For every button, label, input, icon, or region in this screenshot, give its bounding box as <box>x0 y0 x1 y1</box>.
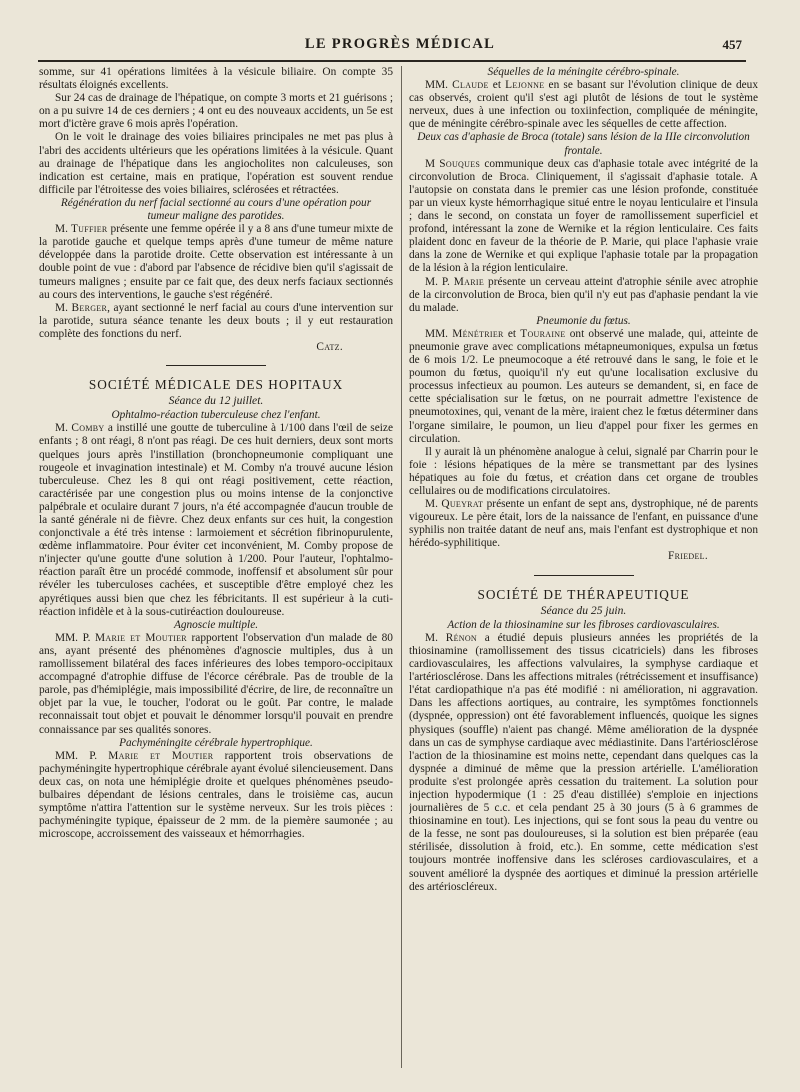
paragraph-text: présente une femme opérée il y a 8 ans d'une tumeur mixte de la parotide gauche et quelque temps après d'une tumeur de même nature développée dans la parotide droite. Cette observation est intéressante à un double point de vue : d'abord par l'absence de récidive bien qu'il s'agissait de tumeurs malignes ; ensuite par ce fait que, des deux nerfs faciaux sectionnés au cours des interventions, le gauche s'est régénéré. <box>39 223 393 301</box>
paragraph <box>39 223 393 302</box>
paragraph: Il y aurait là un phénomène analogue à celui, signalé par Charrin pour le foie : lésions hépatiques de la mère se transmettant par des lysines hépatiques au foie du fœtus, et création dans cet organe de troubles cellulaires ou de modifications circulatoires. <box>409 445 758 497</box>
paragraph-prefix: M. <box>55 301 72 314</box>
paragraph-prefix: M <box>425 157 440 170</box>
author-name: Marie et Moutier <box>108 749 214 762</box>
paragraph <box>409 328 758 446</box>
author-name: Queyrat <box>441 498 484 511</box>
section-divider <box>534 575 634 576</box>
running-title: LE PROGRÈS MÉDICAL <box>304 36 496 52</box>
paragraph-prefix: M. <box>55 223 71 236</box>
author-name: Rénon <box>445 631 477 644</box>
author-name: Marie <box>453 275 485 288</box>
author-name: Touraine <box>520 327 566 340</box>
paragraph <box>409 79 758 131</box>
paragraph-prefix: M. <box>425 631 446 644</box>
session-date: Séance du 12 juillet. <box>168 394 264 408</box>
subheading: Pneumonie du fœtus. <box>536 314 631 327</box>
subheading: Séquelles de la méningite cérébro-spinale. <box>487 66 680 78</box>
header-rule <box>38 60 746 62</box>
paragraph-text: , ayant sectionné le nerf facial au cours d'une intervention sur la parotide, sutura séance tenante les deux bouts ; il y eut restauration complète des fonctions du nerf. <box>39 301 393 340</box>
paragraph <box>39 422 393 618</box>
author-name: Tuffier <box>70 223 108 236</box>
subheading: Régénération du nerf facial sectionné au cours d'une opération pour tumeur maligne des parotides. <box>60 196 372 223</box>
author-name: Ménétrier <box>452 327 504 340</box>
section-title: SOCIÉTÉ MÉDICALE DES HOPITAUX <box>88 377 344 393</box>
section-divider <box>166 365 266 366</box>
paragraph-text: présente un enfant de sept ans, dystrophique, né de parents vigoureux. Le père était, lors de la naissance de l'enfant, en puissance d'une syphilis non traitée datant de neuf ans, mais l'enfant est dystrophique et non hérédo-syphilitique. <box>409 498 758 550</box>
paragraph-text: rapportent l'observation d'un malade de 80 ans, ayant présenté des phénomènes d'agnoscie multiples, dus à un ramollissement bilatéral des faces inférieures des lobes temporo-occipitaux accompagné d'atrophie diffuse de l'écorce cérébrale. Pas de trouble de la parole, pas d'hémiplégie, mais impossibilité d'écrire, de lire, de reconnaître un objet par la vue, le toucher, l'odorat ou le goût. Par contre, le malade reconnaissait tout objet et pouvait le dénommer lorsqu'il pouvait en prendre connaissance par ses qualités sonores. <box>39 631 393 736</box>
signature: Friedel. <box>668 550 708 563</box>
paragraph-text: ont observé une malade, qui, atteinte de pneumonie grave avec complications métapneumoniques, expulsa un fœtus de 6 mois 1/2. Le pneumocoque a été retrouvé dans le sang, le foie et le poumon du fœtus, quoiqu'il n'y eut qu'une localisation exclusive du processus infectieux au poumon. Les auteurs se demandent, si, en face de cette spécialisation sur le fœtus, on ne pourrait admettre l'existence de pneumotoxines, qui, venant de la mère, iraient chez le fœtus déterminer dans l'organe similaire, le poumon, un lieu d'appel pour fixer les germes en circulation. <box>409 327 758 445</box>
subheading: Action de la thiosinamine sur les fibroses cardiovasculaires. <box>447 618 720 631</box>
paragraph-text: rapportent trois observations de pachyméningite hypertrophique cérébrale ayant évolué silencieusement. Dans deux cas, on nota une hémiplégie droite et quelques phénomènes pseudo-bulbaires dépendant de lésions centrales, dans le troisième cas, aucun symptôme n'attira l'attention sur le système nerveux. Sur les trois pièces : pachyméningite typique, épaisseur de 2 mm. de la piemère saumonée ; au microscope, accroissement des vaisseaux et hémorrhagies. <box>39 749 393 841</box>
subheading: Agnoscie multiple. <box>173 618 259 631</box>
right-column <box>409 66 758 894</box>
subheading: Pachyméningite cérébrale hypertrophique. <box>119 736 313 749</box>
paragraph-prefix: M. <box>55 422 72 435</box>
author-name: Comby <box>71 422 105 435</box>
paragraph-text: et <box>488 79 506 92</box>
paragraph-prefix: MM. P. <box>55 631 96 644</box>
paragraph <box>409 276 758 315</box>
session-date: Séance du 25 juin. <box>540 603 627 617</box>
section-title: SOCIÉTÉ DE THÉRAPEUTIQUE <box>477 586 690 602</box>
paragraph-prefix: MM. <box>425 327 453 340</box>
paragraph-text: a étudié depuis plusieurs années les propriétés de la thiosinamine (ramollissement des tissus cicatriciels) dans les fibroses cardiovasculaires, les affections valvulaires, la symphyse cardiaque et l'artériosclérose. Dans les affections mitrales (rétrécissement et insuffisance) l'état cardiopathique n'a pas été modifié : ni amélioration, ni aggravation. Dans les affections aortiques, au contraire, les symptômes fonctionnels (dyspnée, oppression) ont été favorablement influencés, quoique les signes physiques (souffle) n'aient pas changé. Même amélioration de la dyspnée dans un cas de symphyse cardiaque avec médiastinite. Dans l'artériosclérose l'action de la thiosinamine est moins nette, cependant dans quelques cas la dyspnée a diminué de même que la pression artérielle. L'amélioration produite s'est prolongée après cessation du traitement. La solution pour injection hypodermique (1 : 25 d'eau distillée) s'emploie en injections journalières de 5 c.c. et cela pendant 25 à 30 jours (5 à 6 grammes de thiosinamine en tout). Les injections, qui se font sous la peau du ventre ou de la fesse, ne sont pas douloureuses, si la solution est bien préparée (eau stérilisée, dissolution à froid, etc.). En somme, cette médication s'est toujours montrée inoffensive dans les scléroses cardiovasculaires, et a souvent amélioré la dyspnée des aortiques et diminué la pression artérielle des artérioscléreux. <box>409 631 758 893</box>
paragraph <box>39 632 393 737</box>
author-name: Lejonne <box>505 79 545 92</box>
paragraph-prefix: MM. P. <box>55 749 109 762</box>
author-name: Berger <box>71 301 108 314</box>
column-divider <box>401 66 402 1068</box>
paragraph <box>409 632 758 894</box>
paragraph: somme, sur 41 opérations limitées à la vésicule biliaire. On compte 35 résultats éloignés excellents. <box>39 66 393 92</box>
paragraph: Sur 24 cas de drainage de l'hépatique, on compte 3 morts et 21 guérisons ; on a pu suivre 14 de ces derniers ; 4 ont eu des nouveaux accidents, un 5e est mort d'ictère grave 6 mois après l'opération. <box>39 92 393 131</box>
signature: Catz. <box>316 340 343 353</box>
paragraph-prefix: M. P. <box>425 275 454 288</box>
paragraph: On le voit le drainage des voies biliaires principales ne met pas plus à l'abri des accidents ultérieurs que les opérations limitées à la vésicule. Quant au drainage de l'hépatique dans les angiocholites non calculeuses, son indication est certaine, mais en pratique, l'opération est souvent rendue difficile par l'étroitesse des voies biliaires, sclérosées et rétractées. <box>39 131 393 196</box>
subheading: Deux cas d'aphasie de Broca (totale) sans lésion de la IIIe circonvolution frontale. <box>417 131 750 157</box>
page-number: 457 <box>722 37 742 52</box>
paragraph-text: présente un cerveau atteint d'atrophie sénile avec atrophie de la circonvolution de Broca, bien qu'il n'y eut pas d'aphasie pendant la vie du malade. <box>409 275 758 314</box>
paragraph <box>409 498 758 550</box>
paragraph <box>39 750 393 842</box>
author-name: Souques <box>439 157 481 170</box>
subheading: Ophtalmo-réaction tuberculeuse chez l'enfant. <box>111 409 321 422</box>
left-column <box>39 66 393 841</box>
paragraph-text: et <box>503 327 521 340</box>
paragraph-prefix: M. <box>425 498 442 511</box>
paragraph-prefix: MM. <box>425 79 453 92</box>
author-name: Marie et Moutier <box>95 631 187 644</box>
paragraph <box>409 158 758 276</box>
paragraph <box>39 302 393 341</box>
paragraph-text: a instillé une goutte de tuberculine à 1/100 dans l'œil de seize enfants ; 8 ont réagi, 8 n'ont pas réagi. De ces huit derniers, deux sont morts quelques jours après l'instillation (bronchopneumonie compliquant une rougeole et invagination intestinale) et M. Comby n'a trouvé aucune lésion tuberculeuse. Chez les 8 qui ont réagi positivement, cette réaction, caractérisée par une congestion plus ou moins intense de la conjonctive palpébrale et oculaire durant 7 jours, n'a été accompagnée d'aucun trouble de la santé générale ni de fièvre. Chez deux enfants sur ces huit, la congestion conjonctivale a été très intense : larmoiement et sécrétion fibrinopurulente, œdème inflammatoire. Pour éviter cet inconvénient, M. Comby propose de n'injecter qu'une goutte d'une solution à 1/200. Pour l'auteur, l'ophtalmo-réaction paraît être un procédé commode, inoffensif et absolument sûr pour révéler les tuberculoses cachées, et susceptible d'être employé chez les apyrétiques aussi bien que chez les fébricitants. Il est supérieur à la cuti-réaction infidèle et à la sous-cutiréaction douloureuse. <box>39 422 393 618</box>
paragraph-text: en se basant sur l'évolution clinique de deux cas observés, croient qu'il s'est agi plutôt de lésions de tout le système nerveux, dues à une infection ou toxiinfection, compliquée de méningite, que de méningite cérébro-spinale avec les séquelles de cette affection. <box>409 79 758 131</box>
page-header <box>0 36 800 58</box>
author-name: Claude <box>452 79 489 92</box>
paragraph-text: communique deux cas d'aphasie totale avec intégrité de la circonvolution de Broca. Cliniquement, il s'agissait d'aphasie totale. A l'autopsie on constata dans le premier cas une lésion profonde, constituée par un vieux kyste hémorrhagique situé entre le noyau lenticulaire et l'insula ; dans le second, on constata un foyer de ramollissement superficiel et profond, intéressant la zone de Wernike et la région lenticulaire. Ces faits plaident donc en faveur de la théorie de P. Marie, qui place l'aphasie vraie dans la zone de Wernike et qui explique l'aphasie totale par la propagation de la lésion à la région lenticulaire. <box>409 157 758 275</box>
